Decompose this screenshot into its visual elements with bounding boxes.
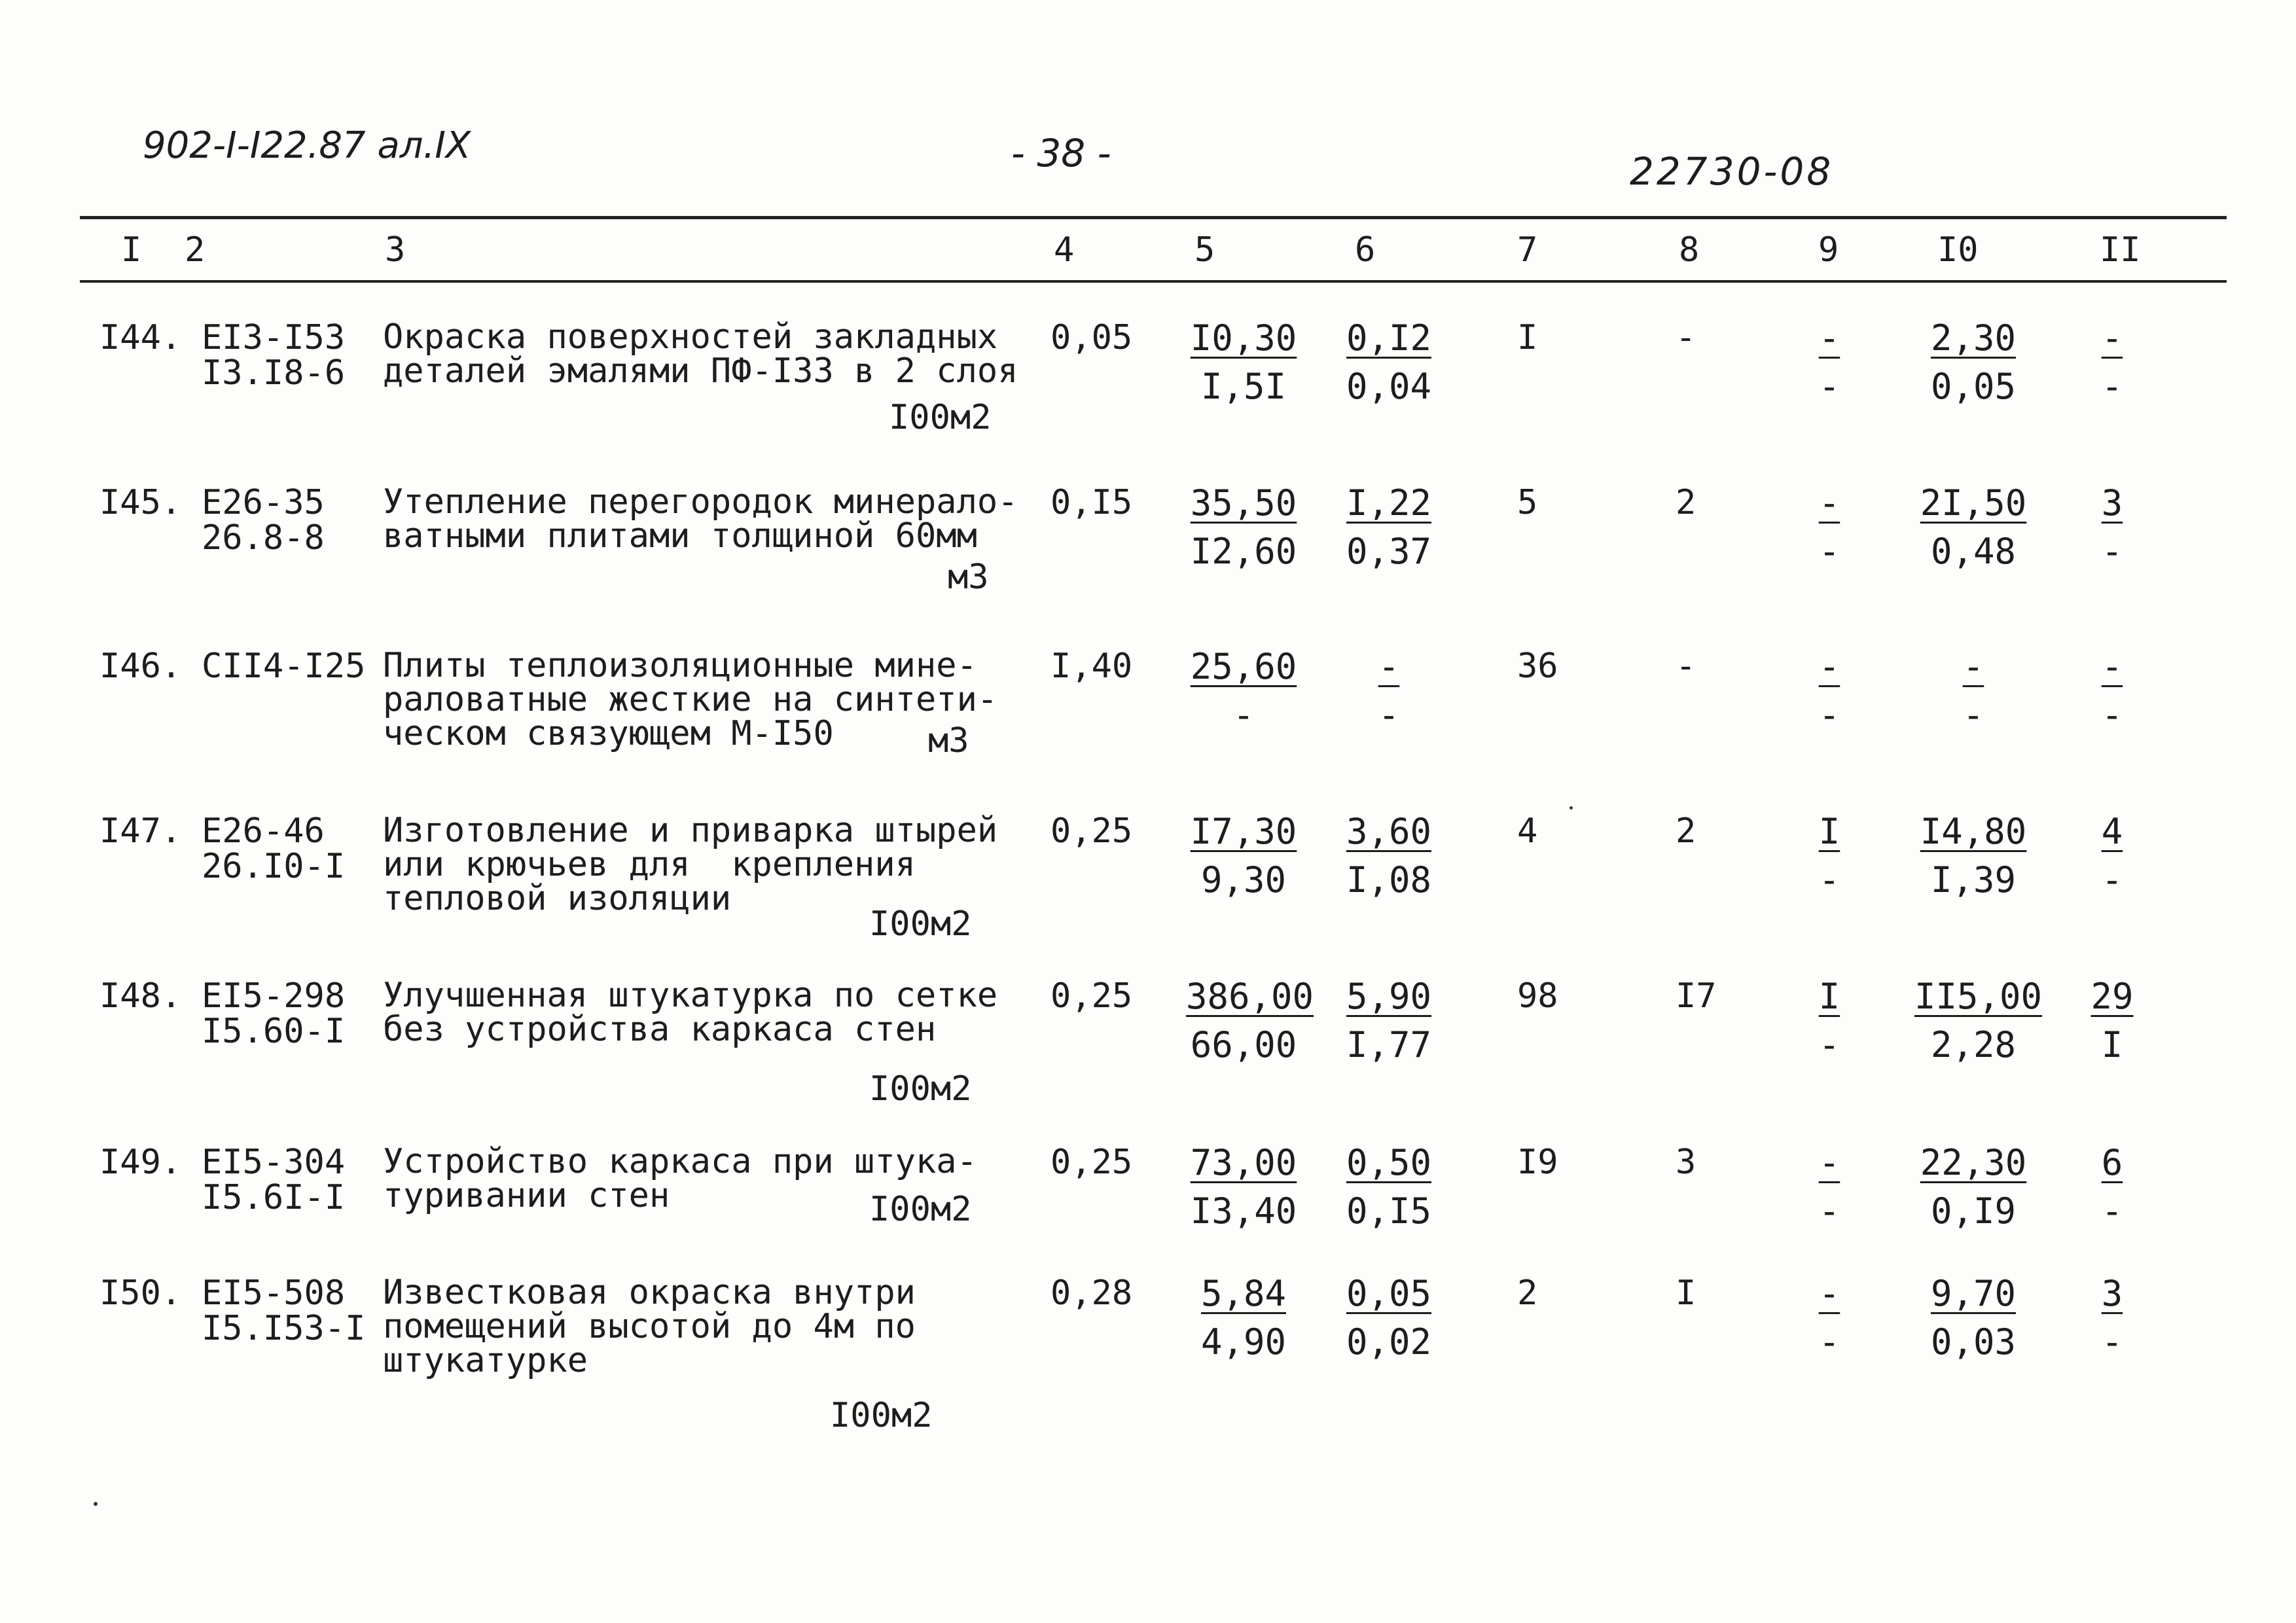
column-header-1: I	[121, 230, 142, 270]
work-description-line: штукатурке	[383, 1341, 588, 1380]
total-cost-bottom: 0,48	[1930, 531, 2017, 572]
unit-cost-bottom: 4,90	[1200, 1321, 1287, 1363]
unit-cost-top: I0,30	[1190, 317, 1297, 359]
col11-value-bottom: -	[2101, 1321, 2123, 1363]
column-header-10: I0	[1937, 230, 1979, 270]
quantity: I,40	[1050, 647, 1133, 686]
total-cost-top: I4,80	[1920, 811, 2027, 852]
total-cost-bottom: 0,03	[1930, 1321, 2017, 1363]
total-cost-top: II5,00	[1914, 976, 2043, 1017]
norm-code-secondary: I3.I8-6	[202, 353, 346, 393]
column-header-8: 8	[1679, 230, 1700, 270]
col9-value-top: I	[1818, 976, 1840, 1017]
col11-value	[2073, 314, 2151, 411]
document-code: 22730-08	[1630, 149, 1834, 194]
unit-cost	[1186, 972, 1314, 1069]
row-number: I49.	[99, 1143, 182, 1182]
norm-code: EI5-304	[202, 1143, 346, 1182]
col8-value: I	[1676, 1274, 1696, 1313]
unit-cost-bottom: 66,00	[1190, 1024, 1297, 1065]
work-description-line: помещений высотой до 4м по	[383, 1307, 916, 1346]
work-description-line: Устройство каркаса при штука-	[383, 1142, 977, 1181]
unit-cost-bottom: I3,40	[1190, 1190, 1297, 1232]
col9-value	[1793, 1139, 1865, 1236]
wage-cost	[1345, 1270, 1433, 1366]
col11-value-bottom: -	[2101, 531, 2123, 572]
row-number: I45.	[99, 483, 182, 522]
row-number: I48.	[99, 976, 182, 1016]
col8-value: 2	[1676, 483, 1696, 522]
work-description-line: Изготовление и приварка штырей	[383, 811, 998, 850]
total-cost	[1914, 972, 2043, 1069]
wage-cost	[1345, 314, 1433, 411]
unit-cost	[1186, 1270, 1301, 1366]
col9-value	[1793, 1270, 1865, 1366]
unit-cost	[1186, 808, 1301, 904]
col9-value	[1793, 643, 1865, 740]
work-description-line: тепловой изоляции	[383, 879, 732, 918]
unit-cost-top: I7,30	[1190, 811, 1297, 852]
unit-cost-top: 35,50	[1190, 482, 1297, 524]
wage-cost-bottom: 0,I5	[1346, 1190, 1432, 1232]
wage-cost-top: 0,05	[1346, 1273, 1432, 1314]
total-cost-top: -	[1962, 646, 1984, 687]
col9-value-bottom: -	[1818, 694, 1840, 736]
col9-value-bottom: -	[1818, 1190, 1840, 1232]
col11-value	[2073, 643, 2151, 740]
wage-cost-top: 3,60	[1346, 811, 1432, 852]
total-cost	[1914, 808, 2032, 904]
unit-cost	[1186, 643, 1301, 740]
wage-cost	[1345, 479, 1433, 576]
work-description-line: Улучшенная штукатурка по сетке	[383, 976, 998, 1015]
col7-value: I9	[1517, 1143, 1558, 1182]
wage-cost-top: 5,90	[1346, 976, 1432, 1017]
scan-speck	[94, 1502, 98, 1506]
col11-value	[2073, 808, 2151, 904]
wage-cost-top: 0,50	[1346, 1142, 1432, 1183]
norm-code: EI5-508	[202, 1274, 346, 1313]
col9-value-top: -	[1818, 1142, 1840, 1183]
col9-value-top: -	[1818, 646, 1840, 687]
quantity: 0,05	[1050, 318, 1133, 357]
quantity: 0,25	[1050, 1143, 1133, 1182]
column-header-6: 6	[1355, 230, 1376, 270]
unit-cost	[1186, 1139, 1301, 1236]
wage-cost-top: I,22	[1346, 482, 1432, 524]
column-header-9: 9	[1818, 230, 1839, 270]
col11-value	[2073, 1139, 2151, 1236]
col11-value	[2073, 1270, 2151, 1366]
col9-value	[1793, 972, 1865, 1069]
page-number: - 38 -	[1011, 131, 1111, 175]
col11-value-top: -	[2101, 646, 2123, 687]
wage-cost	[1345, 643, 1433, 740]
col8-value: 2	[1676, 812, 1696, 851]
unit-cost	[1186, 314, 1301, 411]
total-cost-top: 2,30	[1930, 317, 2017, 359]
column-header-7: 7	[1517, 230, 1538, 270]
norm-code-secondary: 26.I0-I	[202, 847, 346, 886]
work-description-line: раловатные жесткие на синтети-	[383, 680, 998, 719]
col7-value: 98	[1517, 976, 1558, 1016]
norm-code: CII4-I25	[202, 647, 366, 686]
column-header-4: 4	[1054, 230, 1075, 270]
work-description-line: туривании стен	[383, 1176, 670, 1215]
col11-value-top: 4	[2101, 811, 2123, 852]
total-cost-top: 22,30	[1920, 1142, 2027, 1183]
total-cost-bottom: 0,I9	[1930, 1190, 2017, 1232]
total-cost-top: 9,70	[1930, 1273, 2017, 1314]
column-header-2: 2	[185, 230, 206, 270]
row-number: I46.	[99, 647, 182, 686]
quantity: 0,25	[1050, 976, 1133, 1016]
col11-value-top: 6	[2101, 1142, 2123, 1183]
wage-cost-top: 0,I2	[1346, 317, 1432, 359]
col11-value-top: 3	[2101, 1273, 2123, 1314]
col11-value-bottom: -	[2101, 366, 2123, 407]
norm-code: EI5-298	[202, 976, 346, 1016]
unit-cost-bottom: I2,60	[1190, 531, 1297, 572]
unit-cost-bottom: -	[1232, 694, 1255, 736]
wage-cost	[1345, 808, 1433, 904]
document-reference: 902-I-I22.87 ал.IX	[143, 124, 471, 167]
wage-cost-top: -	[1378, 646, 1400, 687]
col11-value-top: -	[2101, 317, 2123, 359]
measure-unit: I00м2	[869, 1190, 972, 1229]
row-number: I44.	[99, 318, 182, 357]
wage-cost-bottom: 0,04	[1346, 366, 1432, 407]
col9-value-bottom: -	[1818, 366, 1840, 407]
norm-code-secondary: I5.6I-I	[202, 1178, 346, 1217]
unit-cost-bottom: I,5I	[1200, 366, 1287, 407]
col11-value-top: 3	[2101, 482, 2123, 524]
unit-cost-top: 5,84	[1200, 1273, 1287, 1314]
unit-cost-top: 73,00	[1190, 1142, 1297, 1183]
work-description-line: или крючьев для крепления	[383, 845, 916, 884]
wage-cost-bottom: I,08	[1346, 859, 1432, 901]
col9-value-top: -	[1818, 317, 1840, 359]
unit-cost-bottom: 9,30	[1200, 859, 1287, 901]
col9-value-bottom: -	[1818, 859, 1840, 901]
table-header-rule	[80, 280, 2227, 283]
quantity: 0,28	[1050, 1274, 1133, 1313]
col9-value	[1793, 479, 1865, 576]
measure-unit: I00м2	[869, 904, 972, 944]
unit-cost-top: 25,60	[1190, 646, 1297, 687]
col11-value-bottom: I	[2101, 1024, 2123, 1065]
col9-value-bottom: -	[1818, 531, 1840, 572]
measure-unit: I00м2	[830, 1396, 933, 1435]
col9-value	[1793, 314, 1865, 411]
norm-code: E26-46	[202, 812, 325, 851]
total-cost-bottom: 2,28	[1930, 1024, 2017, 1065]
work-description-line: Окраска поверхностей закладных	[383, 317, 998, 357]
table-top-rule	[80, 216, 2227, 219]
col7-value: 2	[1517, 1274, 1538, 1313]
col9-value	[1793, 808, 1865, 904]
column-header-5: 5	[1194, 230, 1215, 270]
column-header-11: II	[2100, 230, 2141, 270]
col11-value	[2073, 479, 2151, 576]
wage-cost-bottom: 0,37	[1346, 531, 1432, 572]
measure-unit: I00м2	[889, 398, 992, 437]
wage-cost	[1345, 1139, 1433, 1236]
total-cost-bottom: I,39	[1930, 859, 2017, 901]
col8-value: -	[1676, 318, 1696, 357]
row-number: I50.	[99, 1274, 182, 1313]
col7-value: 4	[1517, 812, 1538, 851]
wage-cost	[1345, 972, 1433, 1069]
col9-value-bottom: -	[1818, 1024, 1840, 1065]
measure-unit: I00м2	[869, 1069, 972, 1109]
col11-value-bottom: -	[2101, 1190, 2123, 1232]
measure-unit: м3	[948, 558, 989, 597]
col9-value-top: -	[1818, 482, 1840, 524]
total-cost-bottom: -	[1962, 694, 1984, 736]
col11-value-top: 29	[2090, 976, 2134, 1017]
total-cost	[1914, 1270, 2032, 1366]
norm-code: EI3-I53	[202, 318, 346, 357]
total-cost	[1914, 643, 2032, 740]
total-cost	[1914, 479, 2032, 576]
work-description-line: деталей эмалями ПФ-I33 в 2 слоя	[383, 351, 1018, 391]
total-cost	[1914, 1139, 2032, 1236]
row-number: I47.	[99, 812, 182, 851]
col11-value-bottom: -	[2101, 859, 2123, 901]
work-description-line: ватными плитами толщиной 60мм	[383, 516, 977, 556]
work-description-line: ческом связующем М-I50	[383, 714, 834, 753]
col7-value: I	[1517, 318, 1538, 357]
total-cost-top: 2I,50	[1920, 482, 2027, 524]
col8-value: 3	[1676, 1143, 1696, 1182]
measure-unit: м3	[928, 721, 969, 760]
col7-value: 5	[1517, 483, 1538, 522]
norm-code-secondary: 26.8-8	[202, 518, 325, 558]
total-cost-bottom: 0,05	[1930, 366, 2017, 407]
wage-cost-bottom: 0,02	[1346, 1321, 1432, 1363]
quantity: 0,I5	[1050, 483, 1133, 522]
norm-code-secondary: I5.I53-I	[202, 1309, 366, 1348]
col8-value: I7	[1676, 976, 1717, 1016]
work-description-line: Плиты теплоизоляционные мине-	[383, 646, 977, 685]
unit-cost-top: 386,00	[1186, 976, 1314, 1017]
norm-code-secondary: I5.60-I	[202, 1012, 346, 1051]
column-header-3: 3	[385, 230, 406, 270]
work-description-line: без устройства каркаса стен	[383, 1010, 937, 1049]
col9-value-top: -	[1818, 1273, 1840, 1314]
col7-value: 36	[1517, 647, 1558, 686]
col9-value-bottom: -	[1818, 1321, 1840, 1363]
total-cost	[1914, 314, 2032, 411]
col11-value-bottom: -	[2101, 694, 2123, 736]
col9-value-top: I	[1818, 811, 1840, 852]
quantity: 0,25	[1050, 812, 1133, 851]
col8-value: -	[1676, 647, 1696, 686]
unit-cost	[1186, 479, 1301, 576]
work-description-line: Известковая окраска внутри	[383, 1273, 916, 1312]
wage-cost-bottom: I,77	[1346, 1024, 1432, 1065]
col11-value	[2073, 972, 2151, 1069]
norm-code: E26-35	[202, 483, 325, 522]
wage-cost-bottom: -	[1378, 694, 1400, 736]
scan-speck	[1570, 806, 1573, 810]
work-description-line: Утепление перегородок минерало-	[383, 482, 1018, 522]
